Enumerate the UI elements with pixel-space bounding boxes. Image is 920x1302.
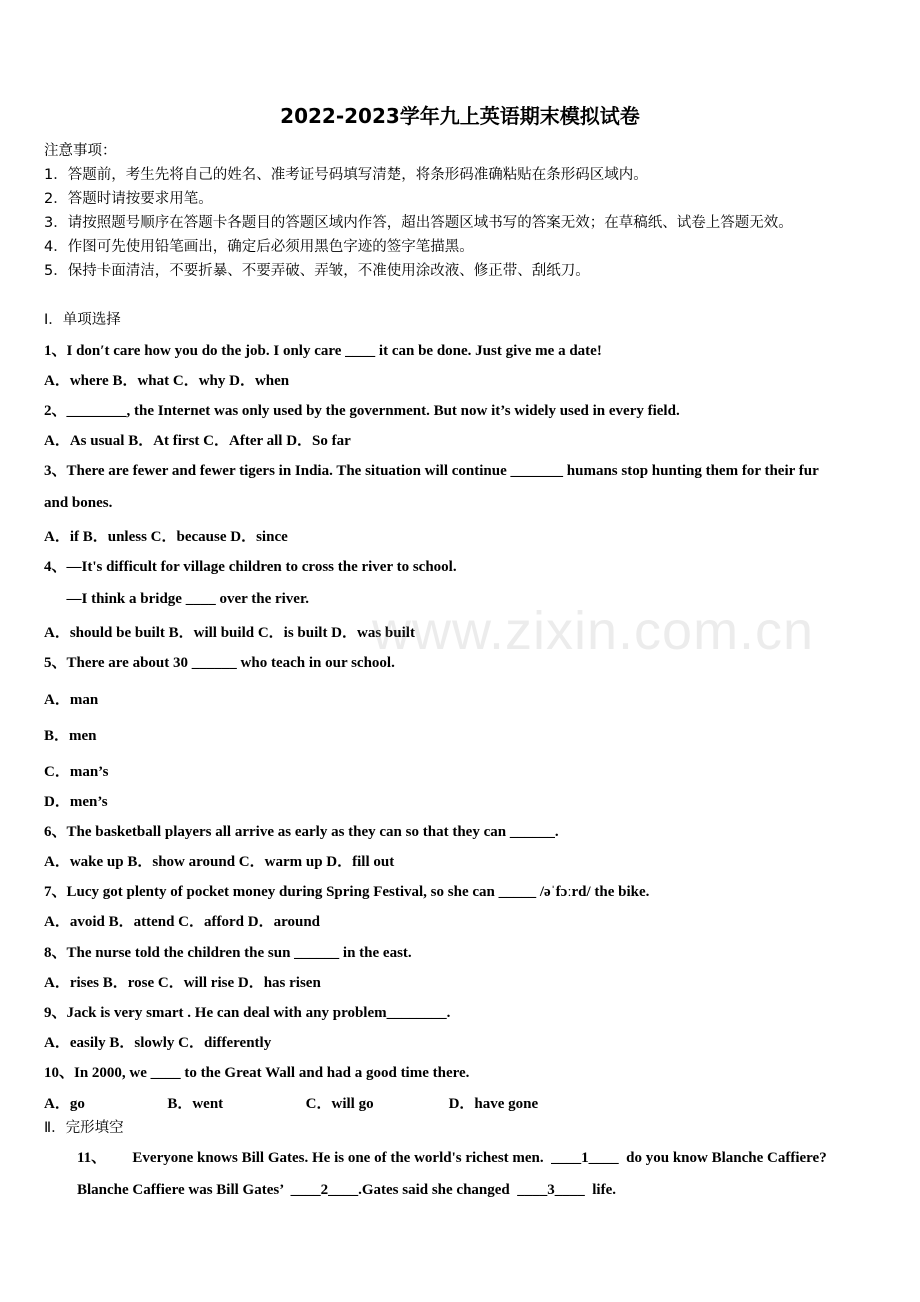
question-line: 5、There are about 30 ______ who teach in our school. <box>44 655 395 671</box>
option-line: D．men’s <box>44 794 108 810</box>
option-line: A．should be built B．will build C．is built D．was built <box>44 625 415 641</box>
page-title: 2022-2023学年九上英语期末模拟试卷 <box>280 104 640 128</box>
question-line: 8、The nurse told the children the sun ______ in the east. <box>44 945 412 961</box>
notice-item: 3．请按照题号顺序在答题卡各题目的答题区域内作答，超出答题区域书写的答案无效；在草稿纸、试卷上答题无效。 <box>44 215 793 231</box>
notice-item: 2．答题时请按要求用笔。 <box>44 191 213 207</box>
passage-line: 11、 Everyone knows Bill Gates. He is one of the world's richest men. ____1____ do you know Blanche Caffiere? <box>77 1150 827 1166</box>
section-heading-cloze: Ⅱ．完形填空 <box>44 1120 124 1136</box>
option-line: A．man <box>44 692 99 708</box>
question-line: 10、In 2000, we ____ to the Great Wall and had a good time there. <box>44 1065 470 1081</box>
option-line: B．men <box>44 728 97 744</box>
passage-line: Blanche Caffiere was Bill Gates’ ____2____.Gates said she changed ____3____ life. <box>77 1182 617 1198</box>
notice-item: 1．答题前，考生先将自己的姓名、准考证号码填写清楚，将条形码准确粘贴在条形码区域内。 <box>44 167 648 183</box>
option-line: A．go B．went C．will go D．have gone <box>44 1096 539 1112</box>
option-line: A．easily B．slowly C．differently <box>44 1035 272 1051</box>
question-line: and bones. <box>44 495 113 511</box>
option-line: A．rises B．rose C．will rise D．has risen <box>44 975 321 991</box>
notice-heading: 注意事项： <box>44 143 117 159</box>
notice-item: 5．保持卡面清洁，不要折暴、不要弄破、弄皱，不准使用涂改液、修正带、刮纸刀。 <box>44 263 590 279</box>
question-line: 7、Lucy got plenty of pocket money during Spring Festival, so she can _____ /əˈfɔːrd/ the bike. <box>44 884 650 900</box>
option-line: A．As usual B．At first C．After all D．So far <box>44 433 351 449</box>
option-line: A．if B．unless C．because D．since <box>44 529 288 545</box>
question-line: 3、There are fewer and fewer tigers in India. The situation will continue _______ humans stop hunting them for their fur <box>44 463 819 479</box>
option-line: A．where B．what C．why D．when <box>44 373 290 389</box>
question-line: —I think a bridge ____ over the river. <box>44 591 309 607</box>
watermark: www.zixin.com.cn <box>372 601 815 661</box>
question-line: 6、The basketball players all arrive as early as they can so that they can ______. <box>44 824 559 840</box>
notice-item: 4．作图可先使用铅笔画出，确定后必须用黑色字迹的签字笔描黑。 <box>44 239 474 255</box>
option-line: C．man’s <box>44 764 109 780</box>
section-heading-single-choice: Ⅰ．单项选择 <box>44 312 121 328</box>
question-line: 2、________, the Internet was only used by the government. But now it’s widely used in every field. <box>44 403 680 419</box>
question-line: 9、Jack is very smart . He can deal with any problem________. <box>44 1005 451 1021</box>
option-line: A．avoid B．attend C．afford D．around <box>44 914 320 930</box>
option-line: A．wake up B．show around C．warm up D．fill out <box>44 854 395 870</box>
question-line: 4、—It's difficult for village children to cross the river to school. <box>44 559 457 575</box>
question-line: 1、I don′t care how you do the job. I only care ____ it can be done. Just give me a date! <box>44 343 602 359</box>
